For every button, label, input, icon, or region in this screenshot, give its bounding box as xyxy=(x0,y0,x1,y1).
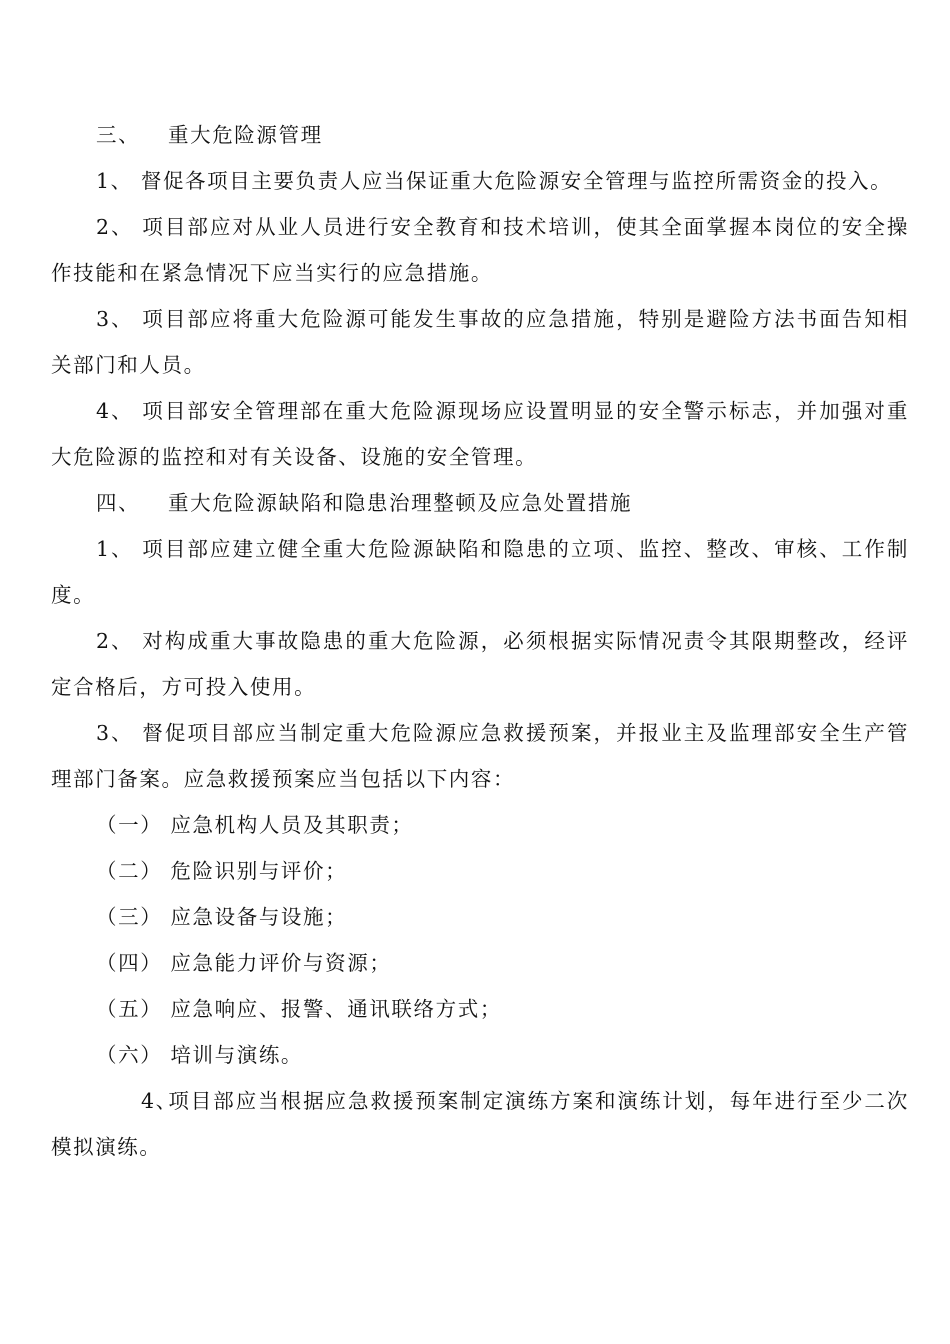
paragraph-last xyxy=(51,1078,909,1170)
paragraph: 2、 对构成重大事故隐患的重大危险源，必须根据实际情况责令其限期整改，经评定合格后，方可投入使用。 xyxy=(51,629,909,699)
item-number: 4、 xyxy=(141,1089,178,1113)
section-heading-3 xyxy=(51,112,909,158)
item-text: 项目部应当根据应急救援预案制定演练方案和演练计划，每年进行至少二次模拟演练。 xyxy=(51,1089,909,1159)
list-item: （六） 培训与演练。 xyxy=(96,1043,304,1067)
document-body xyxy=(51,112,909,1170)
list-item: （五） 应急响应、报警、通讯联络方式； xyxy=(96,997,502,1021)
paragraph: 1、 项目部应建立健全重大危险源缺陷和隐患的立项、监控、整改、审核、工作制度。 xyxy=(51,537,909,607)
section-number: 三、 xyxy=(96,123,141,147)
list-item: （四） 应急能力评价与资源； xyxy=(96,951,392,975)
list-item: （三） 应急设备与设施； xyxy=(96,905,348,929)
paragraph: 2、 项目部应对从业人员进行安全教育和技术培训，使其全面掌握本岗位的安全操作技能和在紧急情况下应当实行的应急措施。 xyxy=(51,215,909,285)
section-title: 重大危险源管理 xyxy=(168,123,323,147)
list-item: （一） 应急机构人员及其职责； xyxy=(96,813,414,837)
paragraph: 3、 项目部应将重大危险源可能发生事故的应急措施，特别是避险方法书面告知相关部门和人员。 xyxy=(51,307,909,377)
section-heading-4 xyxy=(51,480,909,526)
section-number: 四、 xyxy=(96,491,141,515)
list-item: （二） 危险识别与评价； xyxy=(96,859,348,883)
paragraph: 1、 督促各项目主要负责人应当保证重大危险源安全管理与监控所需资金的投入。 xyxy=(96,169,893,193)
section-title: 重大危险源缺陷和隐患治理整顿及应急处置措施 xyxy=(168,491,633,515)
paragraph: 3、 督促项目部应当制定重大危险源应急救援预案，并报业主及监理部安全生产管理部门备案。应急救援预案应当包括以下内容： xyxy=(51,721,909,791)
paragraph: 4、 项目部安全管理部在重大危险源现场应设置明显的安全警示标志，并加强对重大危险源的监控和对有关设备、设施的安全管理。 xyxy=(51,399,909,469)
